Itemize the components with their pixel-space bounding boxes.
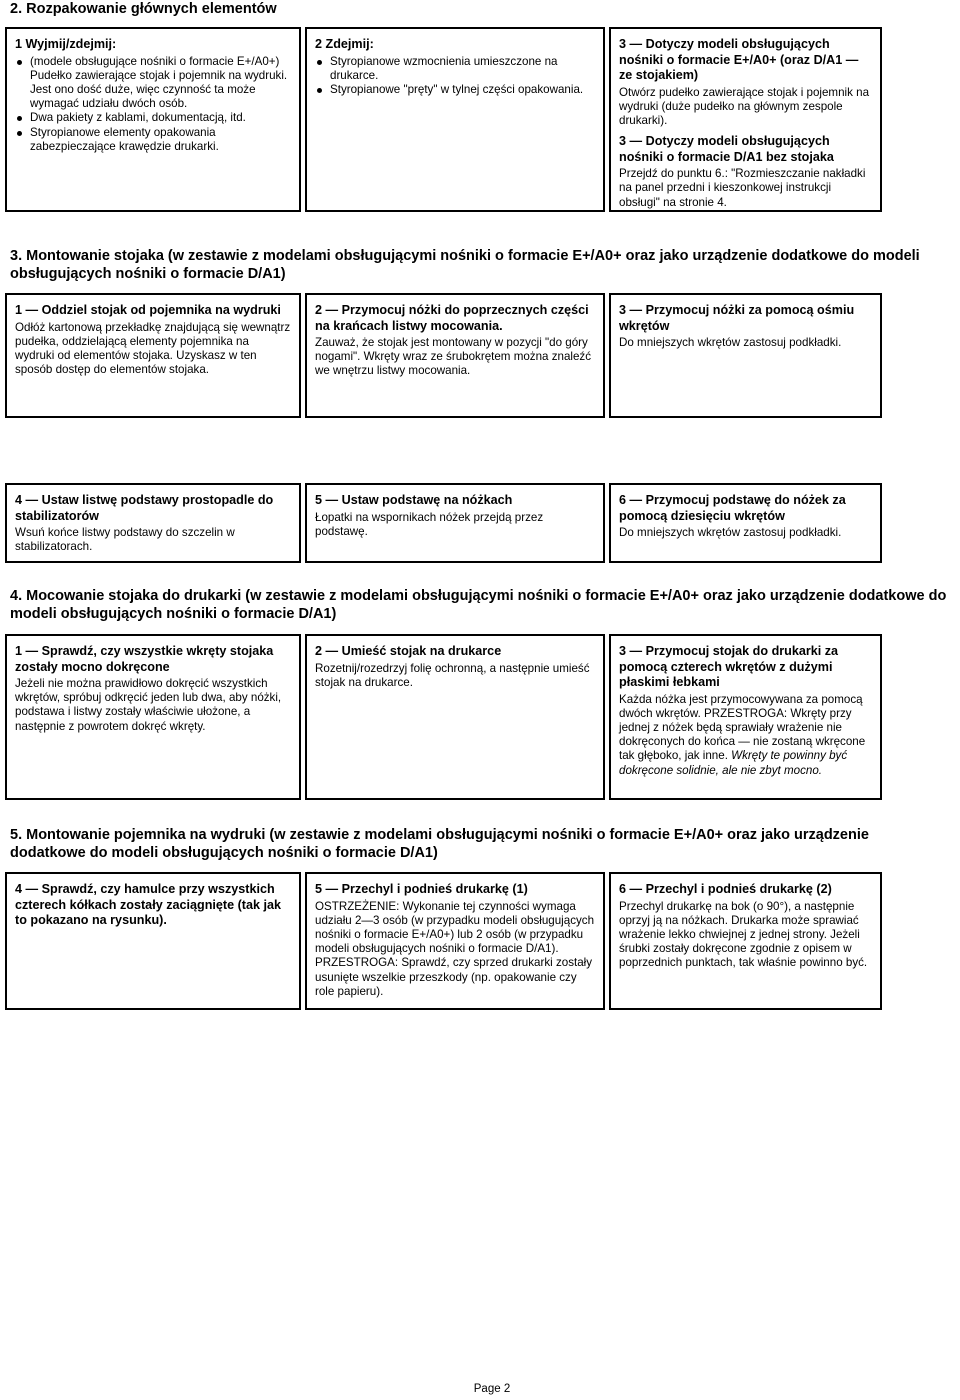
- step-text: Do mniejszych wkrętów zastosuj podkładki.: [619, 526, 842, 539]
- step-title: 6 — Przechyl i podnieś drukarkę (2): [619, 882, 832, 896]
- section-5-title: 5. Montowanie pojemnika na wydruki (w zestawie z modelami obsługującymi nośniki o formacie E+/A0+ oraz jako urządzenie dodatkowe do modeli obsługujących nośniki o formacie D/A1): [10, 827, 869, 861]
- step-box-3-5: [305, 483, 605, 563]
- bullet-item: (modele obsługujące nośniki o formacie E+/A0+) Pudełko zawierające stojak i pojemnik na wydruki. Jest ono dość duże, więc czynność ta może wymagać udziału dwóch osób.: [15, 55, 291, 112]
- step-text-regular: Każda nóżka jest przymocowywana za pomocą dwóch wkrętów. PRZESTROGA: Wkręty przy jednej z nóżek będą sprawiały wrażenie nie dokręconych do końca — nie zostaną wkręcone tak głęboko, jak inne.: [619, 692, 866, 763]
- section-4-title: 4. Mocowanie stojaka do drukarki (w zestawie z modelami obsługującymi nośniki o formacie E+/A0+ oraz jako urządzenie dodatkowe do modeli obsługujących nośniki o formacie D/A1): [10, 588, 947, 622]
- step-box-5-2: [305, 872, 605, 1010]
- step-title: 2 — Umieść stojak na drukarce: [315, 644, 502, 658]
- step-title: 2 — Przymocuj nóżki do poprzecznych części na krańcach listwy mocowania.: [315, 303, 589, 333]
- step-text: Jeżeli nie można prawidłowo dokręcić wszystkich wkrętów, spróbuj odkręcić jeden lub dwa, aby nóżki, podstawa i listwy zostały właściwie ułożone, a następnie z powrotem dokręć wkręty.: [15, 677, 282, 733]
- step-title: 5 — Ustaw podstawę na nóżkach: [315, 493, 513, 507]
- section-3-title: 3. Montowanie stojaka (w zestawie z modelami obsługującymi nośniki o formacie E+/A0+ oraz jako urządzenie dodatkowe do modeli obsługujących nośniki o formacie D/A1): [10, 248, 920, 282]
- step-box-4-2: [305, 634, 605, 800]
- step-box-4-3: [609, 634, 882, 800]
- step-text: OSTRZEŻENIE: Wykonanie tej czynności wymaga udziału 2—3 osób (w przypadku modeli obsługujących nośniki o formacie E+/A0+) lub 2 osób (w przypadku modeli obsługujących nośniki o formacie D/A1). PRZESTROGA: Sprawdź, czy sprzed drukarki zostały usunięte wszelkie przeszkody (np. opakowanie czy role papieru).: [315, 899, 595, 998]
- step-title: 4 — Ustaw listwę podstawy prostopadle do stabilizatorów: [15, 493, 274, 523]
- step-text: Odłóż kartonową przekładkę znajdującą się wewnątrz pudełka, oddzielającą elementy pojemnika na wydruki od elementów stojaka. Uzyskasz w ten sposób dostęp do elementów stojaka.: [15, 320, 291, 377]
- step-text-italic: Wkręty te powinny być dokręcone solidnie, ale nie zbyt mocno.: [619, 749, 848, 777]
- step-text: Otwórz pudełko zawierające stojak i pojemnik na wydruki (duże pudełko na głównym zespole drukarki).: [619, 85, 870, 127]
- step-box-2-1: [5, 27, 301, 212]
- bullet-item: Styropianowe "pręty" w tylnej części opakowania.: [315, 83, 595, 97]
- step-box-3-1: [5, 293, 301, 418]
- bullet-item: Dwa pakiety z kablami, dokumentacją, itd.: [15, 111, 291, 125]
- step-text: Przejdź do punktu 6.: "Rozmieszczanie nakładki na panel przedni i kieszonkowej instrukcji obsługi" na stronie 4.: [619, 167, 866, 209]
- step-text: Wsuń końce listwy podstawy do szczelin w stabilizatorach.: [15, 526, 235, 554]
- step-title: 6 — Przymocuj podstawę do nóżek za pomocą dziesięciu wkrętów: [619, 493, 846, 523]
- section-2-title: 2. Rozpakowanie głównych elementów: [10, 1, 277, 17]
- step-box-5-3: [609, 872, 882, 1010]
- step-text: Do mniejszych wkrętów zastosuj podkładki.: [619, 336, 842, 349]
- step-box-2-3: [609, 27, 882, 212]
- step-text: Rozetnij/rozedrzyj folię ochronną, a następnie umieść stojak na drukarce.: [315, 661, 590, 689]
- step-title: 1 — Sprawdź, czy wszystkie wkręty stojaka zostały mocno dokręcone: [15, 644, 274, 674]
- step-title: 4 — Sprawdź, czy hamulce przy wszystkich czterech kółkach zostały zaciągnięte (tak jak to pokazano na rysunku).: [15, 882, 281, 927]
- step-box-3-2: [305, 293, 605, 418]
- step-title: 2 Zdejmij:: [315, 37, 374, 51]
- bullet-item: Styropianowe wzmocnienia umieszczone na drukarce.: [315, 55, 595, 83]
- step-text: Przechyl drukarkę na bok (o 90°), a następnie oprzyj ją na nóżkach. Drukarka może sprawiać wrażenie lekko chwiejnej z jednej strony. Jeżeli śrubki zostały dokręcone zgodnie z opisem w poprzednich punktach, tak właśnie powinno być.: [619, 899, 868, 970]
- step-title: 3 — Dotyczy modeli obsługujących nośniki o formacie E+/A0+ (oraz D/A1 — ze stojakiem): [619, 37, 859, 82]
- step-text: Łopatki na wspornikach nóżek przejdą przez podstawę.: [315, 510, 544, 538]
- step-title: 3 — Przymocuj nóżki za pomocą ośmiu wkrętów: [619, 303, 855, 333]
- step-text: Zauważ, że stojak jest montowany w pozycji "do góry nogami". Wkręty wraz ze śrubokrętem można znaleźć we wnętrzu listwy mocowania.: [315, 336, 592, 378]
- step-text: [619, 693, 872, 778]
- step-title: 5 — Przechyl i podnieś drukarkę (1): [315, 882, 528, 896]
- step-title: 1 — Oddziel stojak od pojemnika na wydruki: [15, 303, 281, 317]
- step-title: 3 — Dotyczy modeli obsługujących nośniki o formacie D/A1 bez stojaka: [619, 134, 834, 164]
- step-title: 3 — Przymocuj stojak do drukarki za pomocą czterech wkrętów z dużymi płaskimi łebkami: [619, 644, 839, 689]
- step-box-3-4: [5, 483, 301, 563]
- step-box-3-3: [609, 293, 882, 418]
- step-box-5-1: [5, 872, 301, 1010]
- step-box-3-6: [609, 483, 882, 563]
- bullet-item: Styropianowe elementy opakowania zabezpieczające krawędzie drukarki.: [15, 126, 291, 154]
- step-title: 1 Wyjmij/zdejmij:: [15, 37, 117, 51]
- step-box-4-1: [5, 634, 301, 800]
- page-footer: [0, 1383, 960, 1395]
- page-number: Page 2: [473, 1383, 511, 1395]
- step-box-2-2: [305, 27, 605, 212]
